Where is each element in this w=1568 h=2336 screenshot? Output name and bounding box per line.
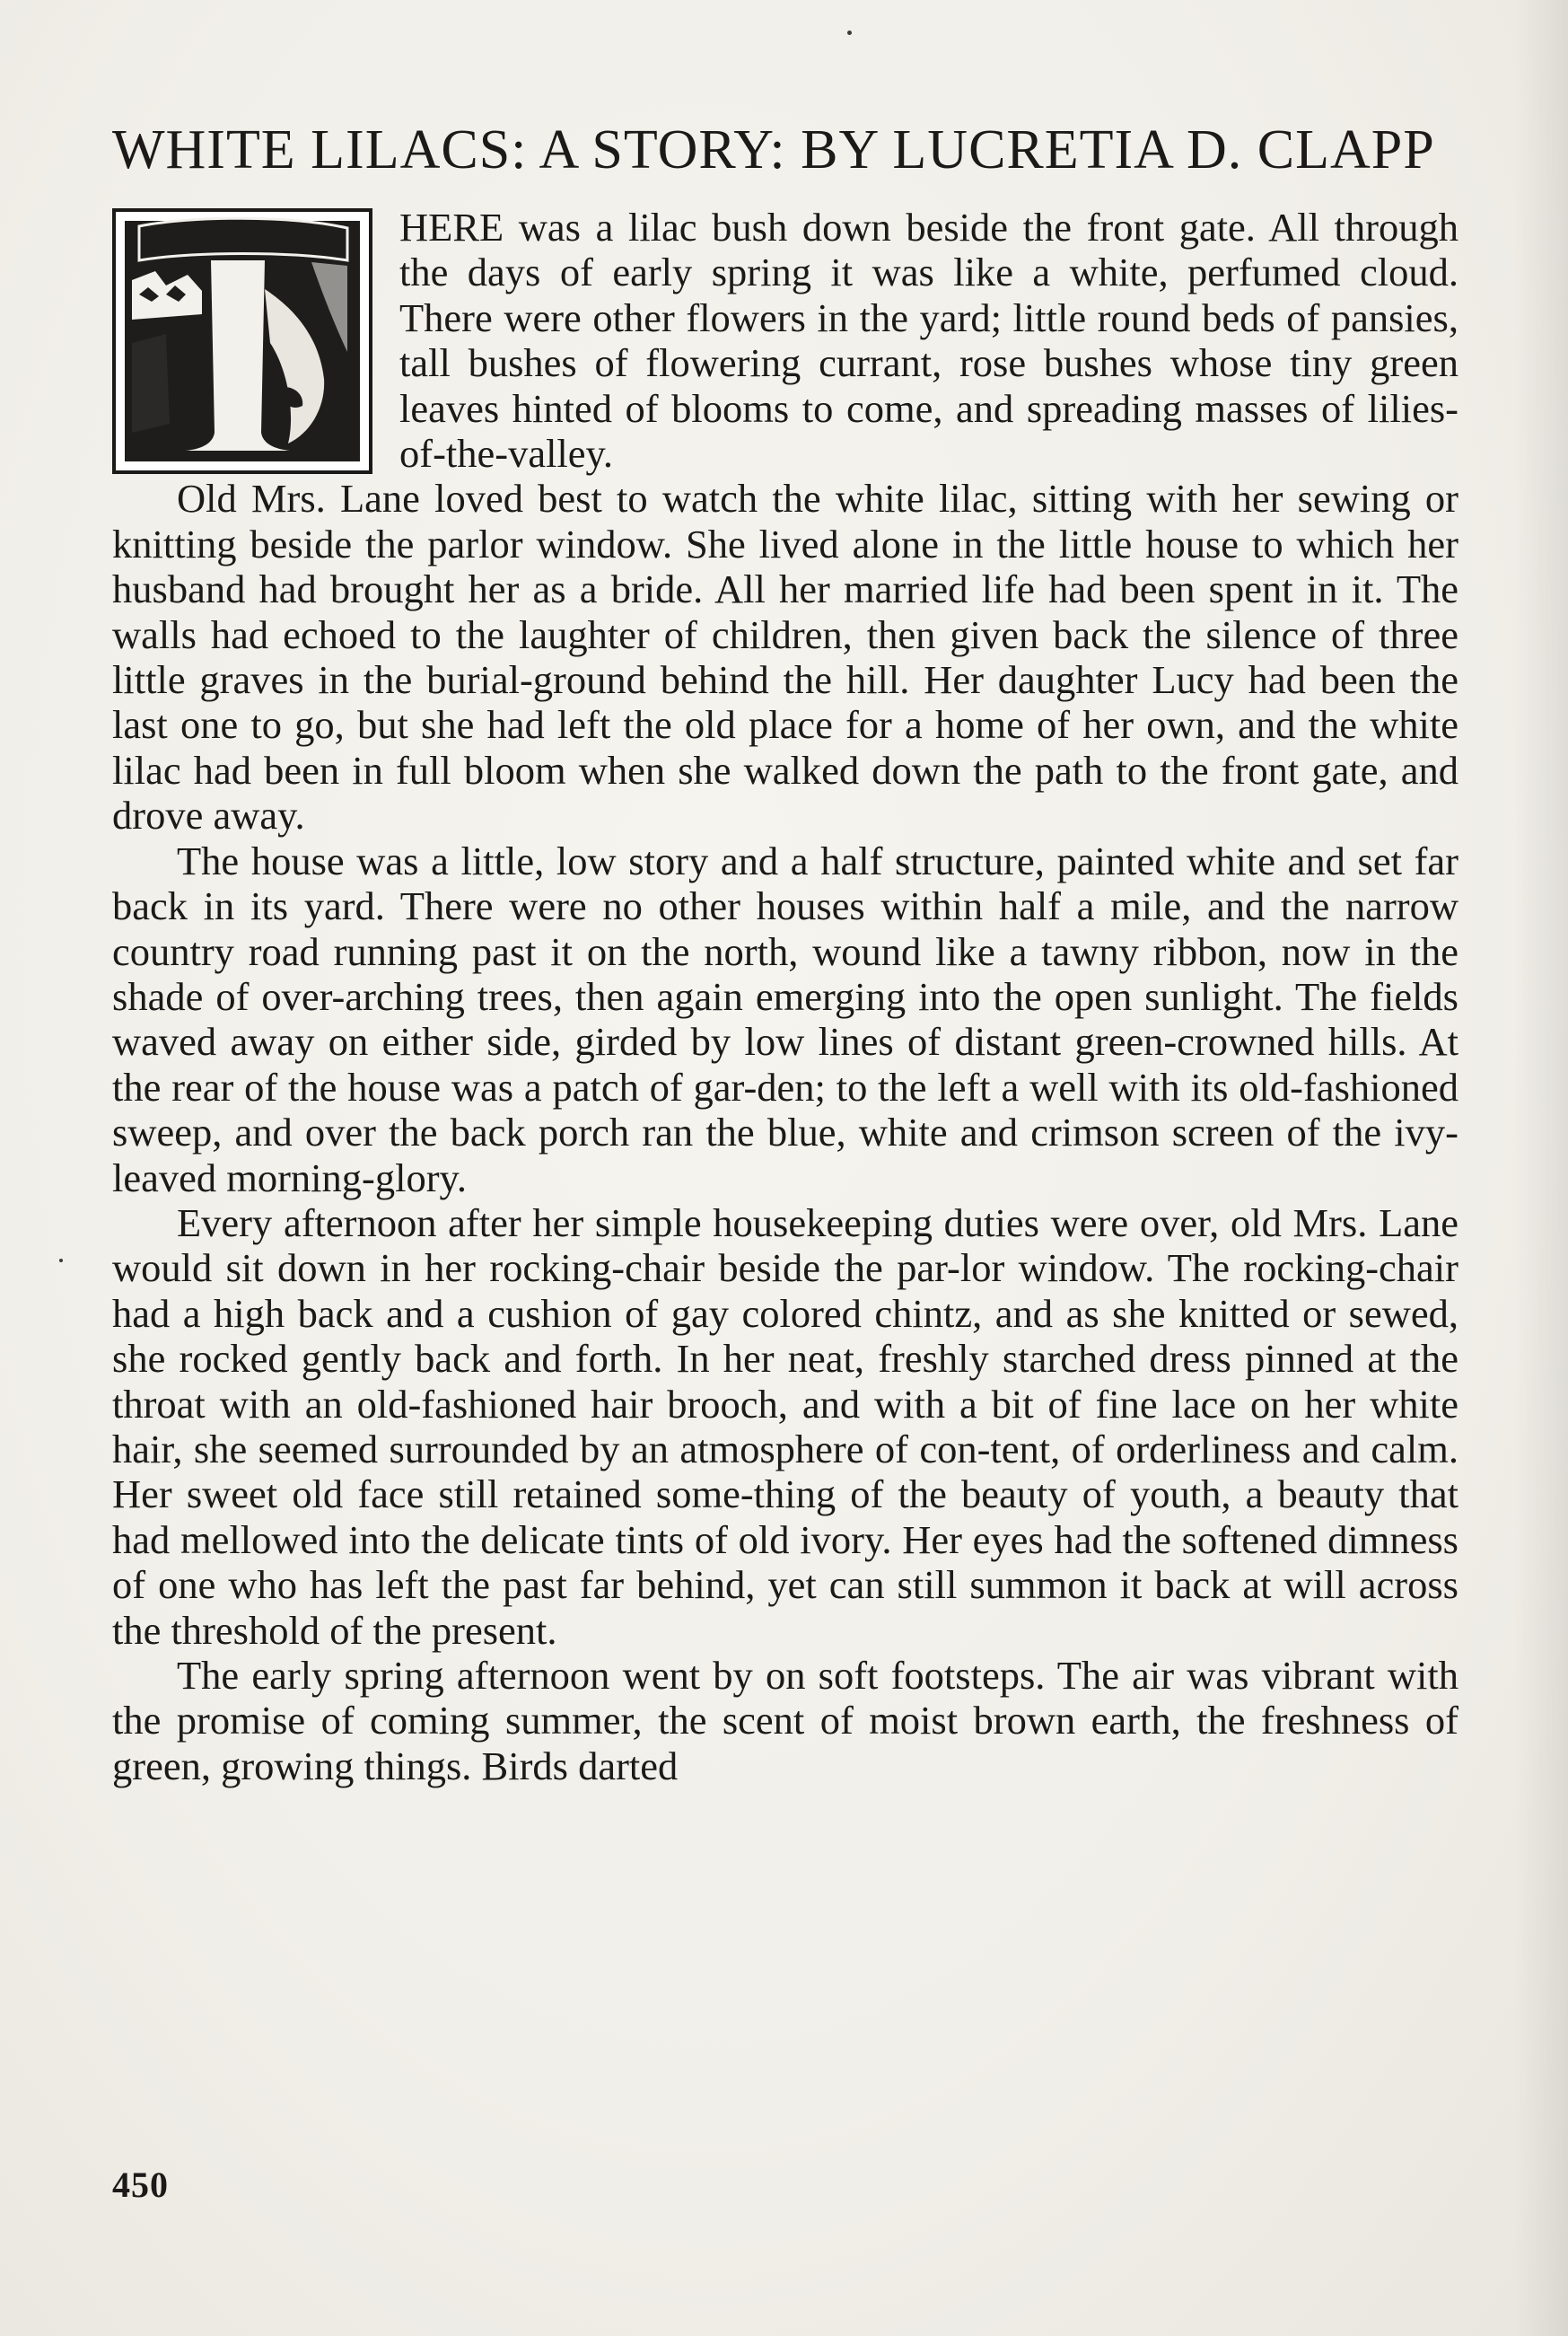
paper-speck — [847, 31, 852, 35]
page-number: 450 — [112, 2165, 169, 2205]
paragraph-early-spring: The early spring afternoon went by on soft footsteps. The air was vibrant with the promise of coming summer, the scent of moist brown earth, the freshness of green, growing things. Birds darted — [112, 1653, 1459, 1788]
paper-speck — [59, 1259, 63, 1262]
first-paragraph — [112, 205, 1459, 476]
first-paragraph-text: HERE was a lilac bush down beside the front gate. All through the days of early spring it was like a white, perfumed cloud. There were other flowers in the yard; little round beds of pansies, tall bushes of flowering currant, rose bushes whose tiny green leaves hinted of blooms to come, and spreading masses of lilies-of-the-valley. — [399, 205, 1459, 477]
article — [112, 115, 1459, 1788]
paragraph-old-mrs-lane: Old Mrs. Lane loved best to watch the white lilac, sitting with her sewing or knitting beside the parlor window. She lived alone in the little house to which her husband had brought her as a bride. All her married life had been spent in it. The walls had echoed to the laughter of children, then given back the silence of three little graves in the burial-ground behind the hill. Her daughter Lucy had been the last one to go, but she had left the old place for a home of her own, and the white lilac had been in full bloom when she walked down the path to the front gate, and drove away. — [112, 476, 1459, 839]
paragraph-every-afternoon: Every afternoon after her simple housekeeping duties were over, old Mrs. Lane would sit down in her rocking-chair beside the par-lor window. The rocking-chair had a high back and a cushion of gay colored chintz, and as she knitted or sewed, she rocked gently back and forth. In her neat, freshly starched dress pinned at the throat with an old-fashioned hair brooch, and with a bit of fine lace on her white hair, she seemed surrounded by an atmosphere of con-tent, of orderliness and calm. Her sweet old face still retained some-thing of the beauty of youth, a beauty that had mellowed into the delicate tints of old ivory. Her eyes had the softened dimness of one who has left the past far behind, yet can still summon it back at will across the threshold of the present. — [112, 1199, 1459, 1653]
article-title: WHITE LILACS: A STORY: BY LUCRETIA D. CLAPP — [112, 119, 1435, 180]
illustrated-initial-t-icon — [112, 208, 372, 474]
dropcap-letter — [112, 474, 113, 475]
article-body — [112, 205, 1459, 1788]
paragraph-the-house: The house was a little, low story and a half structure, painted white and set far back in its yard. There were no other houses within half a mile, and the narrow country road running past it on the north, wound like a tawny ribbon, now in the shade of over-arching trees, then again emerging into the open sunlight. The fields waved away on either side, girded by low lines of distant green-crowned hills. At the rear of the house was a patch of gar-den; to the left a well with its old-fashioned sweep, and over the back porch ran the blue, white and crimson screen of the ivy-leaved morning-glory. — [112, 838, 1459, 1200]
page-gutter-shadow — [1514, 0, 1568, 2336]
